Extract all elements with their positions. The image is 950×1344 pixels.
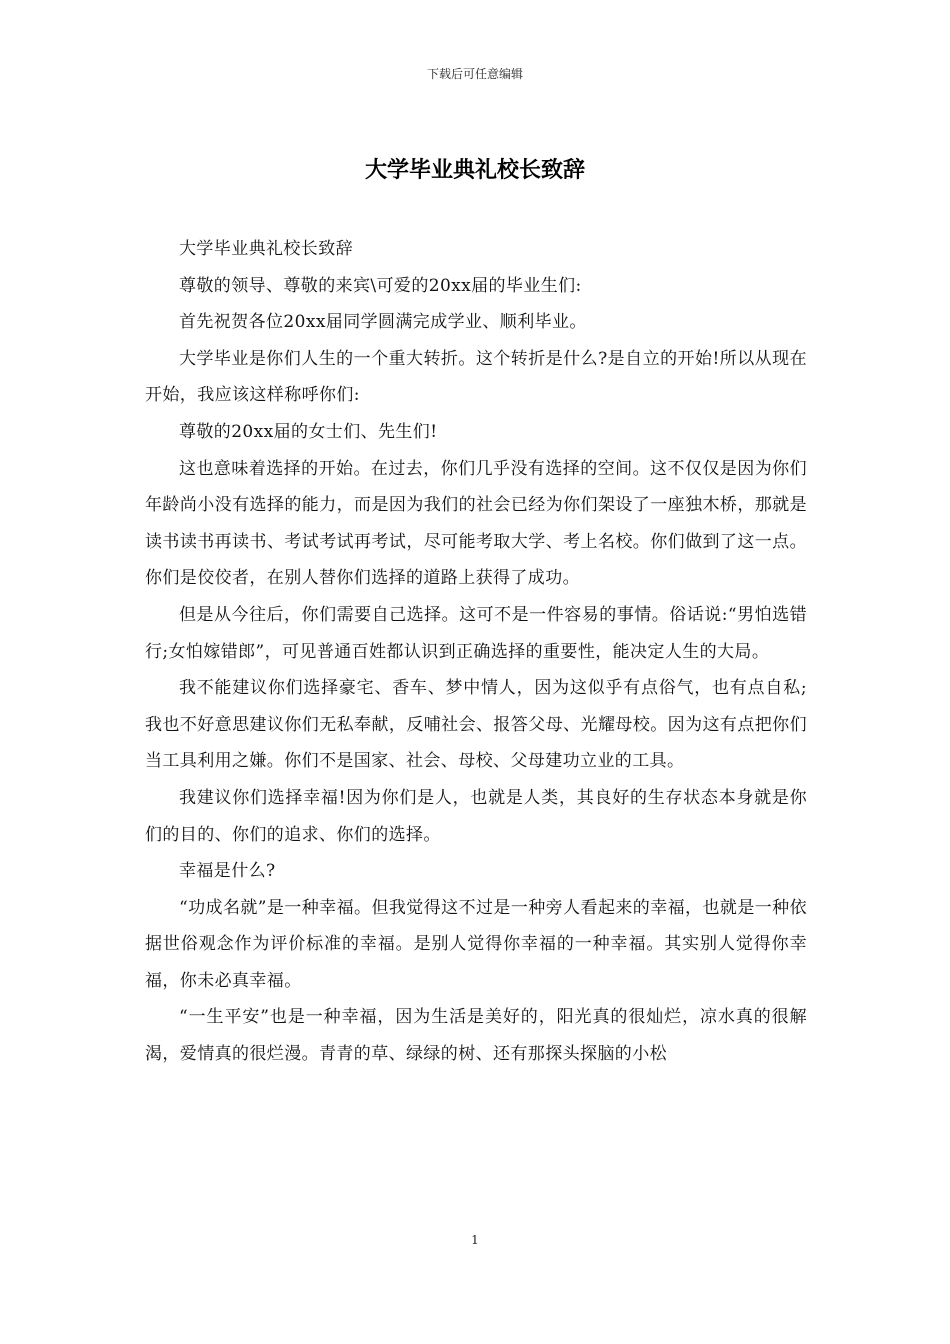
document-body: [145, 231, 807, 1073]
page-header-note: 下载后可任意编辑: [426, 67, 523, 81]
paragraph: “一生平安”也是一种幸福，因为生活是美好的，阳光真的很灿烂，凉水真的很解渴，爱情真的很烂漫。青青的草、绿绿的树、还有那探头探脑的小松: [145, 1007, 807, 1065]
paragraph: 幸福是什么?: [179, 861, 276, 882]
document-title: 大学毕业典礼校长致辞: [364, 157, 585, 183]
paragraph: 尊敬的20xx届的女士们、先生们!: [179, 421, 438, 442]
paragraph: 大学毕业是你们人生的一个重大转折。这个转折是什么?是自立的开始!所以从现在开始，我应该这样称呼你们:: [145, 348, 807, 406]
paragraph: 我不能建议你们选择豪宅、香车、梦中情人，因为这似乎有点俗气，也有点自私;我也不好意思建议你们无私奉献，反哺社会、报答父母、光耀母校。因为这有点把你们当工具利用之嫌。你们不是国家、社会、母校、父母建功立业的工具。: [145, 678, 807, 772]
paragraph: “功成名就”是一种幸福。但我觉得这不过是一种旁人看起来的幸福，也就是一种依据世俗观念作为评价标准的幸福。是别人觉得你幸福的一种幸福。其实别人觉得你幸福，你未必真幸福。: [145, 897, 807, 991]
paragraph: 大学毕业典礼校长致辞: [179, 239, 353, 259]
paragraph: 但是从今往后，你们需要自己选择。这可不是一件容易的事情。俗话说:“男怕选错行;女怕嫁错郎”，可见普通百姓都认识到正确选择的重要性，能决定人生的大局。: [145, 604, 807, 662]
paragraph: 尊敬的领导、尊敬的来宾\可爱的20xx届的毕业生们:: [179, 275, 582, 296]
paragraph: 首先祝贺各位20xx届同学圆满完成学业、顺利毕业。: [179, 312, 587, 333]
paragraph: 这也意味着选择的开始。在过去，你们几乎没有选择的空间。这不仅仅是因为你们年龄尚小没有选择的能力，而是因为我们的社会已经为你们架设了一座独木桥，那就是读书读书再读书、考试考试再考试，尽可能考取大学、考上名校。你们做到了这一点。你们是佼佼者，在别人替你们选择的道路上获得了成功。: [145, 458, 807, 589]
page-number: 1: [471, 1233, 479, 1247]
paragraph: 我建议你们选择幸福!因为你们是人，也就是人类，其良好的生存状态本身就是你们的目的、你们的追求、你们的选择。: [145, 787, 807, 845]
